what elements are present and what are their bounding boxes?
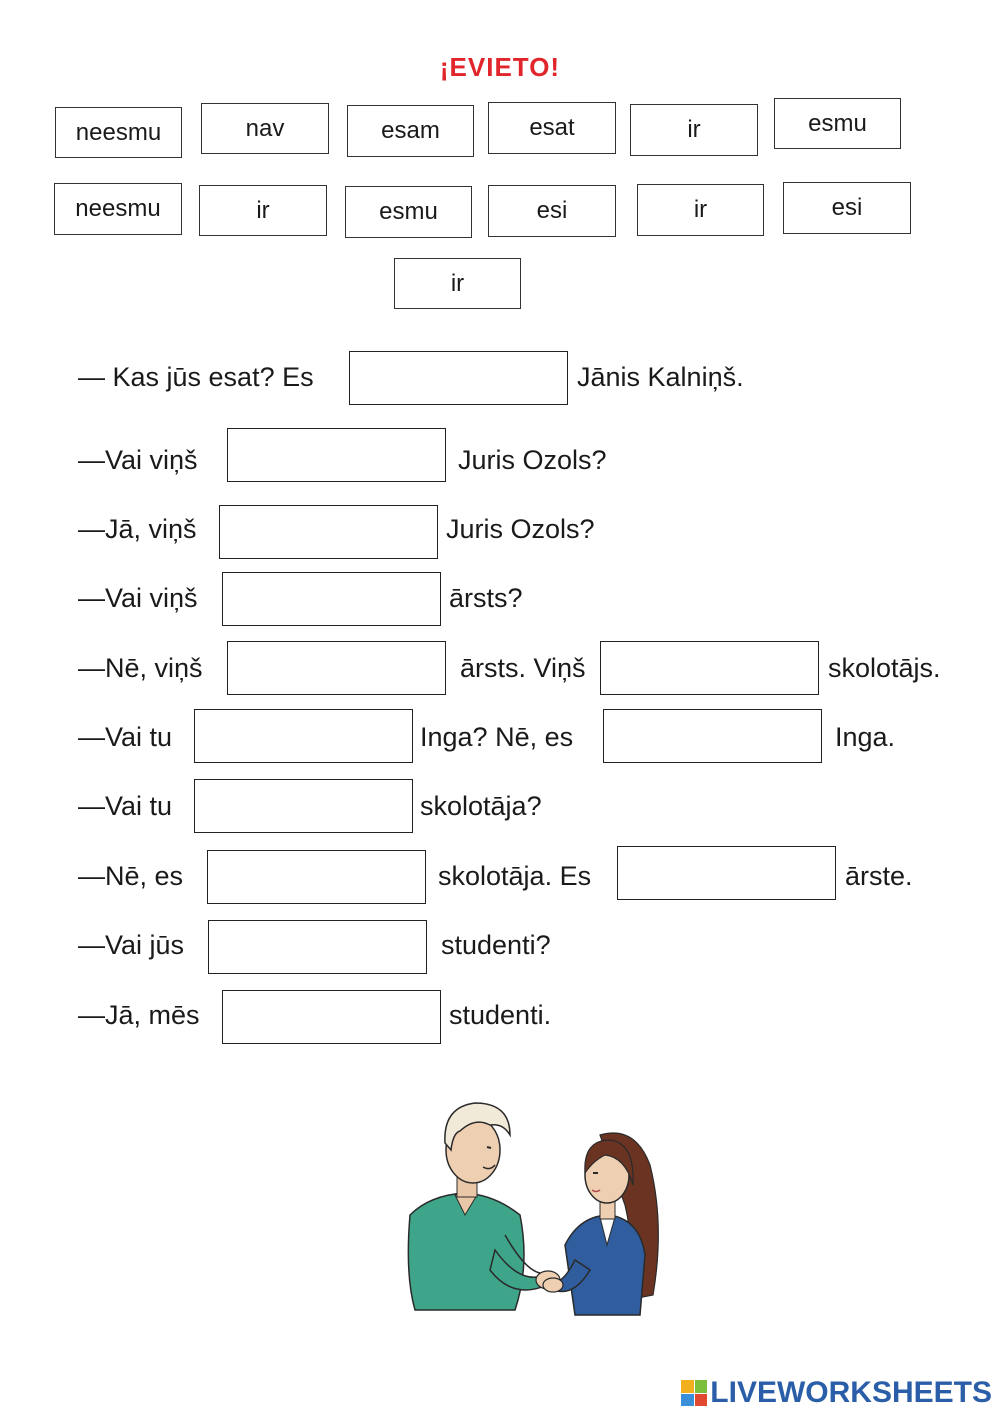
liveworksheets-brand[interactable] xyxy=(681,1376,992,1410)
sentence-text: studenti. xyxy=(449,1000,552,1030)
handshake-illustration xyxy=(395,1095,675,1325)
word-tile[interactable]: neesmu xyxy=(54,183,182,235)
man-figure xyxy=(408,1103,560,1310)
woman-figure xyxy=(543,1133,658,1315)
sentence-text: skolotāja? xyxy=(420,791,542,821)
answer-blank[interactable] xyxy=(227,641,446,695)
word-tile[interactable]: ir xyxy=(199,185,327,236)
sentence-text: ārsts? xyxy=(449,583,523,613)
answer-blank[interactable] xyxy=(208,920,427,974)
answer-blank[interactable] xyxy=(194,779,413,833)
word-tile[interactable]: ir xyxy=(637,184,764,236)
brand-name: LIVEWORKSHEETS xyxy=(710,1376,992,1409)
liveworksheets-logo-icon xyxy=(681,1380,707,1406)
word-tile[interactable]: ir xyxy=(630,104,758,156)
sentence-text: skolotāja. Es xyxy=(438,861,592,891)
sentence-text: skolotājs. xyxy=(828,653,941,683)
answer-blank[interactable] xyxy=(349,351,568,405)
sentence-text: —Jā, viņš xyxy=(78,514,197,544)
sentence-text: —Nē, viņš xyxy=(78,653,203,683)
answer-blank[interactable] xyxy=(219,505,438,559)
sentence-text: studenti? xyxy=(441,930,551,960)
word-tile[interactable]: neesmu xyxy=(55,107,182,158)
sentence-text: Jānis Kalniņš. xyxy=(577,362,744,392)
sentence-text: ārsts. Viņš xyxy=(460,653,586,683)
sentence-text: —Vai viņš xyxy=(78,445,198,475)
word-tile[interactable]: esi xyxy=(783,182,911,234)
sentence-text: Juris Ozols? xyxy=(446,514,595,544)
sentence-text: Inga? Nē, es xyxy=(420,722,574,752)
sentence-text: — Kas jūs esat? Es xyxy=(78,362,314,392)
answer-blank[interactable] xyxy=(600,641,819,695)
word-tile[interactable]: esam xyxy=(347,105,474,157)
word-tile[interactable]: esmu xyxy=(774,98,901,149)
word-tile[interactable]: esmu xyxy=(345,186,472,238)
sentence-text: —Vai tu xyxy=(78,722,173,752)
sentence-text: —Vai viņš xyxy=(78,583,198,613)
answer-blank[interactable] xyxy=(222,572,441,626)
answer-blank[interactable] xyxy=(227,428,446,482)
word-tile[interactable]: esi xyxy=(488,185,616,237)
sentence-text: —Vai jūs xyxy=(78,930,185,960)
answer-blank[interactable] xyxy=(617,846,836,900)
worksheet-title: ¡EVIETO! xyxy=(439,52,561,82)
answer-blank[interactable] xyxy=(222,990,441,1044)
answer-blank[interactable] xyxy=(207,850,426,904)
word-tile[interactable]: nav xyxy=(201,103,329,154)
answer-blank[interactable] xyxy=(194,709,413,763)
sentence-text: —Vai tu xyxy=(78,791,173,821)
sentence-text: —Nē, es xyxy=(78,861,184,891)
sentence-text: Inga. xyxy=(835,722,896,752)
sentence-text: —Jā, mēs xyxy=(78,1000,200,1030)
sentence-text: ārste. xyxy=(845,861,913,891)
answer-blank[interactable] xyxy=(603,709,822,763)
word-tile[interactable]: esat xyxy=(488,102,616,154)
sentence-text: Juris Ozols? xyxy=(458,445,607,475)
word-tile[interactable]: ir xyxy=(394,258,521,309)
